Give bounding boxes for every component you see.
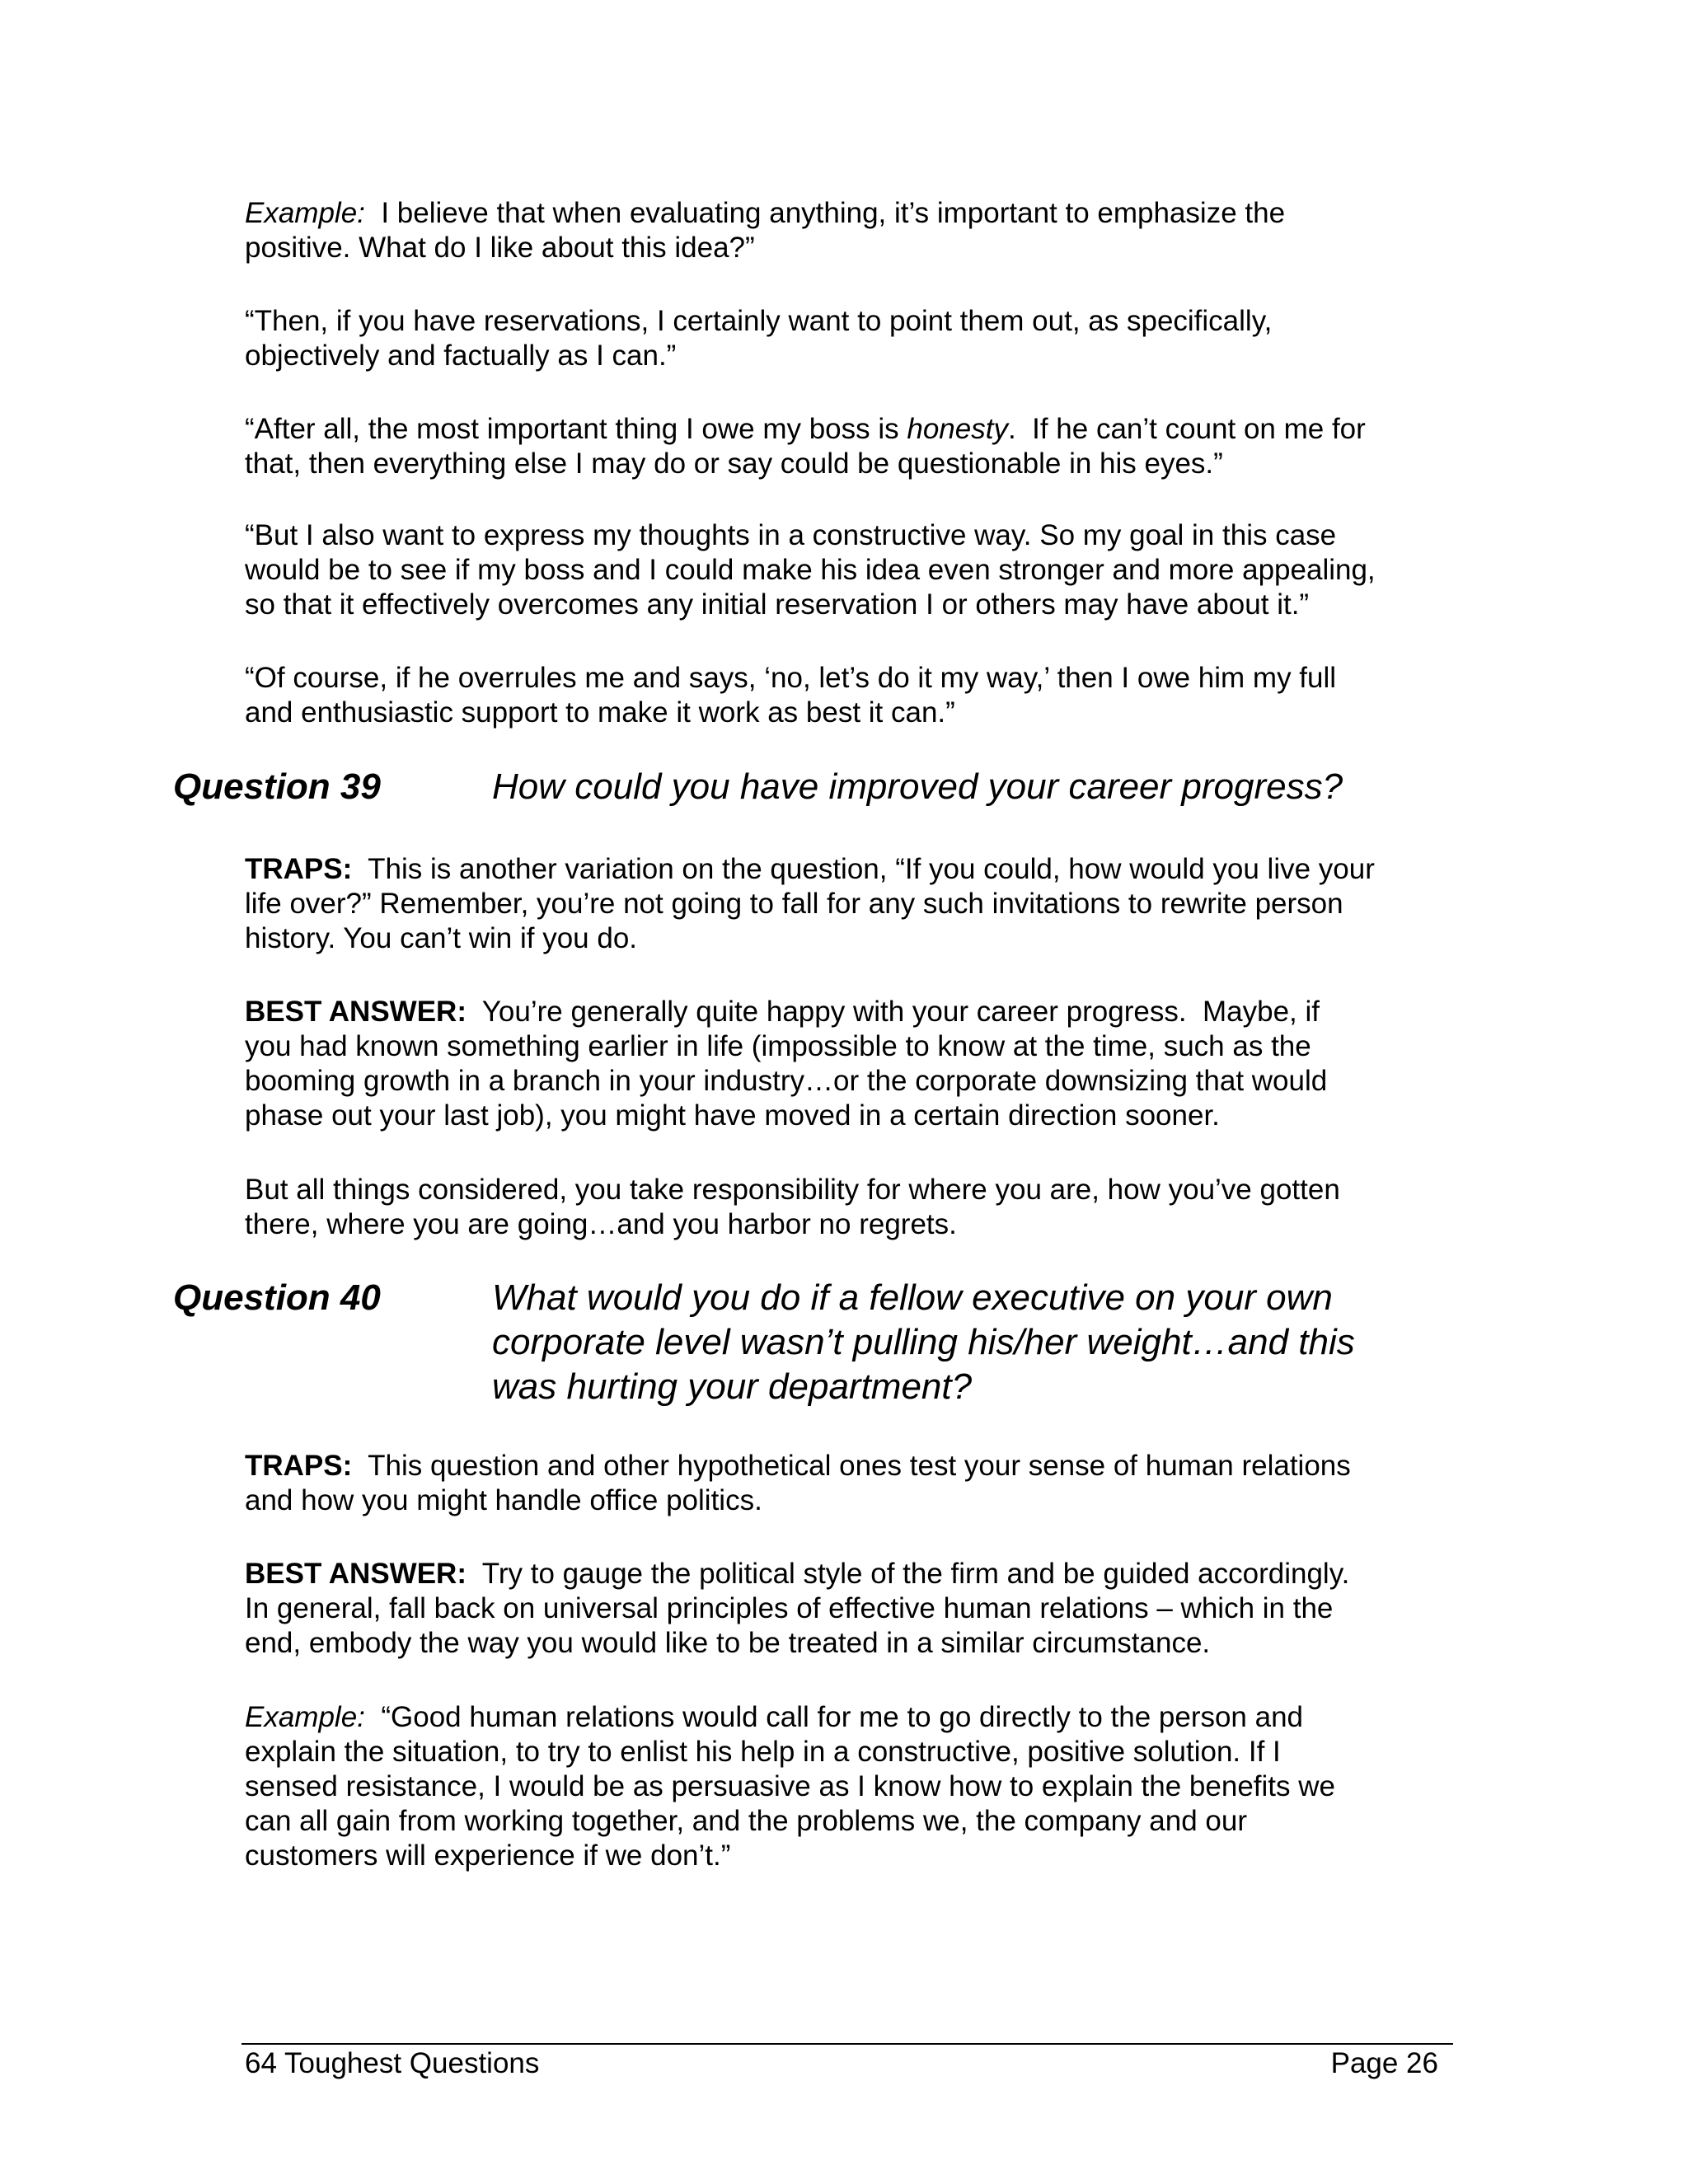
paragraph-text: You’re generally quite happy with your career progress. Maybe, if [466,996,1320,1028]
question-text: How could you have improved your career progress? [492,766,1343,807]
paragraph-text: end, embody the way you would like to be treated in a similar circumstance. [245,1627,1211,1659]
paragraph-text: and how you might handle office politics. [245,1484,762,1516]
q39-traps [245,852,1448,956]
paragraph-text: would be to see if my boss and I could make his idea even stronger and more appealing, [245,554,1376,586]
paragraph-text: there, where you are going…and you harbor no regrets. [245,1208,957,1240]
q40-best-answer [245,1557,1448,1661]
q40-example [245,1700,1448,1873]
example-paragraph-4 [245,518,1448,622]
paragraph-text: and enthusiastic support to make it work as best it can.” [245,696,955,729]
question-text: What would you do if a fellow executive on your own [492,1277,1333,1318]
paragraph-text: “Good human relations would call for me to go directly to the person and [364,1701,1304,1733]
example-paragraph-3 [245,412,1448,481]
q40-traps [245,1449,1448,1518]
paragraph-text: In general, fall back on universal principles of effective human relations – which in the [245,1592,1334,1624]
paragraph-text: so that it effectively overcomes any initial reservation I or others may have about it.” [245,588,1310,621]
paragraph-text: booming growth in a branch in your industry…or the corporate downsizing that would [245,1065,1328,1097]
paragraph-text: I believe that when evaluating anything, it’s important to emphasize the [364,197,1286,229]
paragraph-text: sensed resistance, I would be as persuasive as I know how to explain the benefits we [245,1770,1335,1802]
question-text: corporate level wasn’t pulling his/her weight…and this [492,1322,1355,1362]
question-39-label: Question 39 [173,766,381,807]
paragraph-text: Try to gauge the political style of the firm and be guided accordingly. [466,1558,1350,1590]
paragraph-text: can all gain from working together, and the problems we, the company and our [245,1805,1247,1837]
paragraph-text: “Of course, if he overrules me and says, ‘no, let’s do it my way,’ then I owe him my full [245,662,1337,694]
best-answer-label: BEST ANSWER: [245,996,467,1028]
paragraph-text: phase out your last job), you might have moved in a certain direction sooner. [245,1099,1220,1132]
paragraph-text: “But I also want to express my thoughts in a constructive way. So my goal in this case [245,519,1337,551]
paragraph-text: “Then, if you have reservations, I certainly want to point them out, as specifically, [245,305,1273,337]
question-39-text [492,765,1343,809]
example-paragraph-5 [245,661,1448,730]
question-text: was hurting your department? [492,1366,973,1407]
example-label: Example: [245,1701,365,1733]
paragraph-text: “After all, the most important thing I owe my boss is [245,413,907,445]
example-paragraph-1 [245,196,1448,265]
traps-label: TRAPS: [245,1450,353,1482]
question-40-label: Question 40 [173,1277,381,1318]
paragraph-text: that, then everything else I may do or say could be questionable in his eyes.” [245,448,1223,480]
paragraph-text: This question and other hypothetical ones test your sense of human relations [352,1450,1351,1482]
footer-title: 64 Toughest Questions [245,2047,540,2079]
paragraph-text: objectively and factually as I can.” [245,340,677,372]
example-label: Example: [245,197,365,229]
paragraph-text: life over?” Remember, you’re not going to fall for any such invitations to rewrite person [245,888,1343,920]
paragraph-text: But all things considered, you take responsibility for where you are, how you’ve gotten [245,1174,1340,1206]
q39-conclusion [245,1173,1448,1242]
paragraph-text: customers will experience if we don’t.” [245,1840,731,1872]
paragraph-text: . If he can’t count on me for [1007,413,1366,445]
traps-label: TRAPS: [245,853,353,885]
paragraph-text: you had known something earlier in life (impossible to know at the time, such as the [245,1030,1311,1062]
paragraph-text: history. You can’t win if you do. [245,922,638,954]
footer-divider [241,2043,1453,2045]
q39-best-answer [245,995,1448,1133]
paragraph-text: positive. What do I like about this idea?” [245,232,755,264]
example-paragraph-2 [245,304,1448,373]
question-40-text [492,1276,1355,1409]
emphasis-text: honesty [907,413,1008,445]
page-number: Page 26 [1330,2047,1438,2079]
paragraph-text: explain the situation, to try to enlist his help in a constructive, positive solution. If I [245,1736,1281,1768]
paragraph-text: This is another variation on the question, “If you could, how would you live your [352,853,1375,885]
best-answer-label: BEST ANSWER: [245,1558,467,1590]
